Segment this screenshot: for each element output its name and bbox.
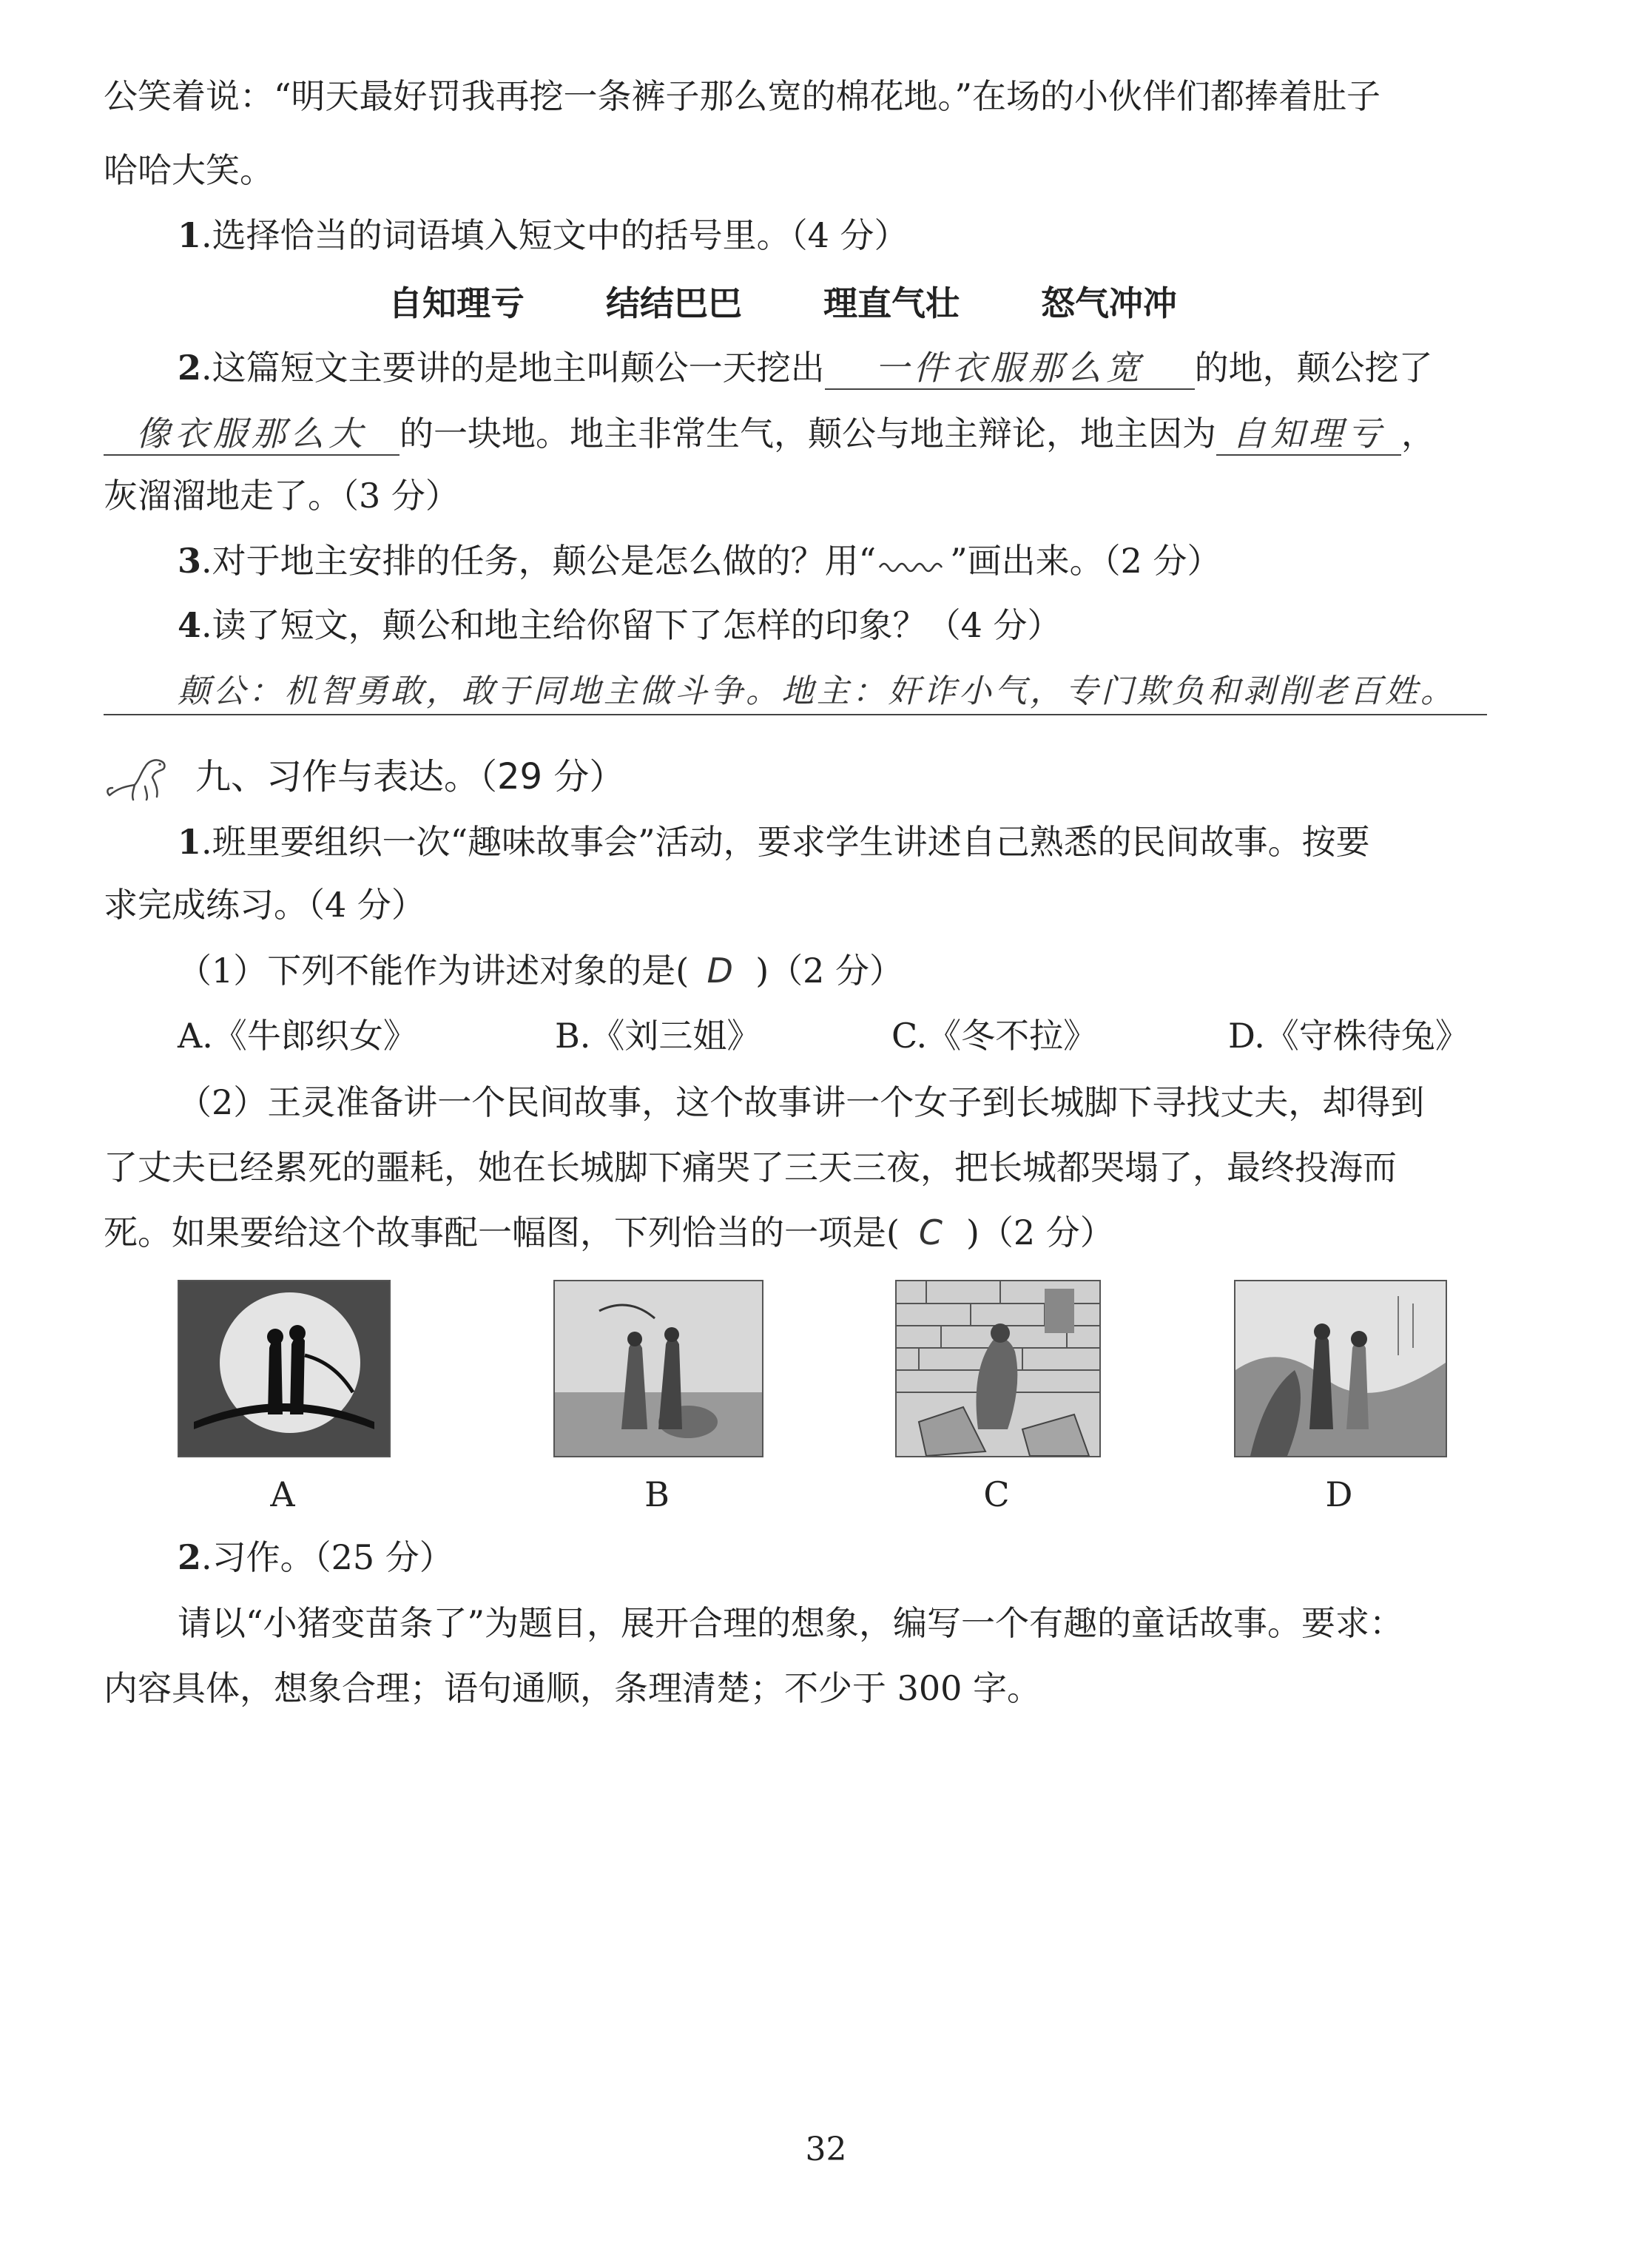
question-2-line-3: 灰溜溜地走了。（3 分）: [104, 476, 459, 516]
s9-sub1-text-b: )（2 分）: [755, 951, 904, 991]
s9-sub-question-1: [178, 948, 903, 993]
meeting-scene-illustration: [1235, 1281, 1446, 1456]
question-2-text-c: 的一块地。地主非常生气，颠公与地主辩论，地主因为: [399, 414, 1216, 453]
question-2-line-2: [104, 411, 1435, 456]
question-3: [178, 539, 1221, 583]
question-3-number: 3: [178, 541, 202, 581]
s9-question-1-line-2: 求完成练习。（4 分）: [104, 885, 425, 925]
picture-label-d: D: [1325, 1474, 1353, 1514]
picture-c: [895, 1280, 1101, 1457]
s9-question-1-text-a: .班里要组织一次“趣味故事会”活动，要求学生讲述自己熟悉的民间故事。按要: [201, 822, 1370, 862]
answer-blank-2: 像衣服那么大: [104, 413, 399, 456]
question-2-text-d: ，: [1401, 414, 1435, 453]
section-9-title: 九、习作与表达。（29 分）: [195, 756, 625, 797]
word-choices: [388, 281, 1258, 326]
s9-sub1-text-a: （1）下列不能作为讲述对象的是(: [178, 951, 690, 991]
option-d: D.《守株待兔》: [1228, 1016, 1469, 1056]
word-choice: 自知理亏: [388, 283, 525, 323]
picture-d: [1234, 1280, 1447, 1457]
question-4-text: .读了短文，颠公和地主给你留下了怎样的印象？（4 分）: [201, 605, 1062, 645]
wavy-underline-icon: [876, 553, 950, 575]
picture-a: [178, 1280, 391, 1457]
word-choice: 结结巴巴: [606, 283, 742, 323]
picture-label-b: B: [644, 1474, 670, 1514]
s9-question-2: [178, 1535, 454, 1579]
s9-sub2-line-3: [104, 1210, 1114, 1255]
word-choice: 怒气冲冲: [1041, 283, 1177, 323]
page-number: 32: [805, 2131, 847, 2168]
answer-blank-1: 一件衣服那么宽: [825, 347, 1195, 390]
question-2-text-b: 的地，颠公挖了: [1194, 348, 1433, 388]
s9-sub2-line-2: 了丈夫已经累死的噩耗，她在长城脚下痛哭了三天三夜，把长城都哭塌了，最终投海而: [104, 1147, 1397, 1187]
passage-line-2: 哈哈大笑。: [104, 150, 274, 190]
picture-label-a: A: [270, 1474, 295, 1514]
question-3-text-a: .对于地主安排的任务，颠公是怎么做的？用“: [201, 541, 877, 581]
picture-b: [553, 1280, 763, 1457]
question-2-line-1: [178, 345, 1433, 390]
s9-question-1-line-1: [178, 820, 1370, 864]
option-b: B.《刘三姐》: [555, 1016, 761, 1056]
picture-label-c: C: [983, 1474, 1010, 1514]
option-a: A.《牛郎织女》: [178, 1016, 417, 1056]
passage-line-1: 公笑着说：“明天最好罚我再挖一条裤子那么宽的棉花地。”在场的小伙伴们都捧着肚子: [104, 76, 1381, 116]
question-1-text: .选择恰当的词语填入短文中的括号里。（4 分）: [201, 215, 908, 255]
s9-sub2-text-a: 死。如果要给这个故事配一幅图，下列恰当的一项是(: [104, 1213, 900, 1252]
word-choice: 理直气壮: [823, 283, 960, 323]
moonlit-lovers-illustration: [179, 1281, 389, 1456]
option-c: C.《冬不拉》: [891, 1016, 1098, 1056]
s9-question-2-text: .习作。（25 分）: [201, 1537, 454, 1577]
s9-sub2-answer: C: [918, 1213, 948, 1252]
answer-rule: [104, 714, 1487, 715]
question-4-number: 4: [178, 605, 202, 645]
s9-question-1-number: 1: [178, 822, 202, 862]
question-3-text-b: ”画出来。（2 分）: [950, 541, 1221, 581]
writing-prompt-line-2: 内容具体，想象合理；语句通顺，条理清楚；不少于 300 字。: [104, 1668, 1042, 1708]
question-1-number: 1: [178, 215, 202, 255]
question-2-number: 2: [178, 348, 202, 388]
section-9-header: [104, 751, 624, 803]
writing-prompt-line-1: 请以“小猪变苗条了”为题目，展开合理的想象，编写一个有趣的童话故事。要求：: [178, 1603, 1404, 1643]
question-1: [178, 213, 908, 257]
question-4-answer: 颠公：机智勇敢，敢于同地主做斗争。地主：奸诈小气，专门欺负和剥削老百姓。: [178, 672, 1456, 710]
s9-sub2-text-b: )（2 分）: [965, 1213, 1114, 1252]
question-4: [178, 603, 1062, 647]
question-2-text-a: .这篇短文主要讲的是地主叫颠公一天挖出: [201, 348, 825, 388]
riverside-couple-illustration: [555, 1281, 762, 1456]
great-wall-weeping-illustration: [897, 1281, 1099, 1456]
answer-blank-3: 自知理亏: [1216, 413, 1401, 456]
s9-question-2-number: 2: [178, 1537, 202, 1577]
s9-sub2-line-1: （2）王灵准备讲一个民间故事，这个故事讲一个女子到长城脚下寻找丈夫，却得到: [178, 1082, 1425, 1122]
s9-sub1-answer: D: [707, 951, 738, 991]
dinosaur-icon: [104, 751, 185, 803]
